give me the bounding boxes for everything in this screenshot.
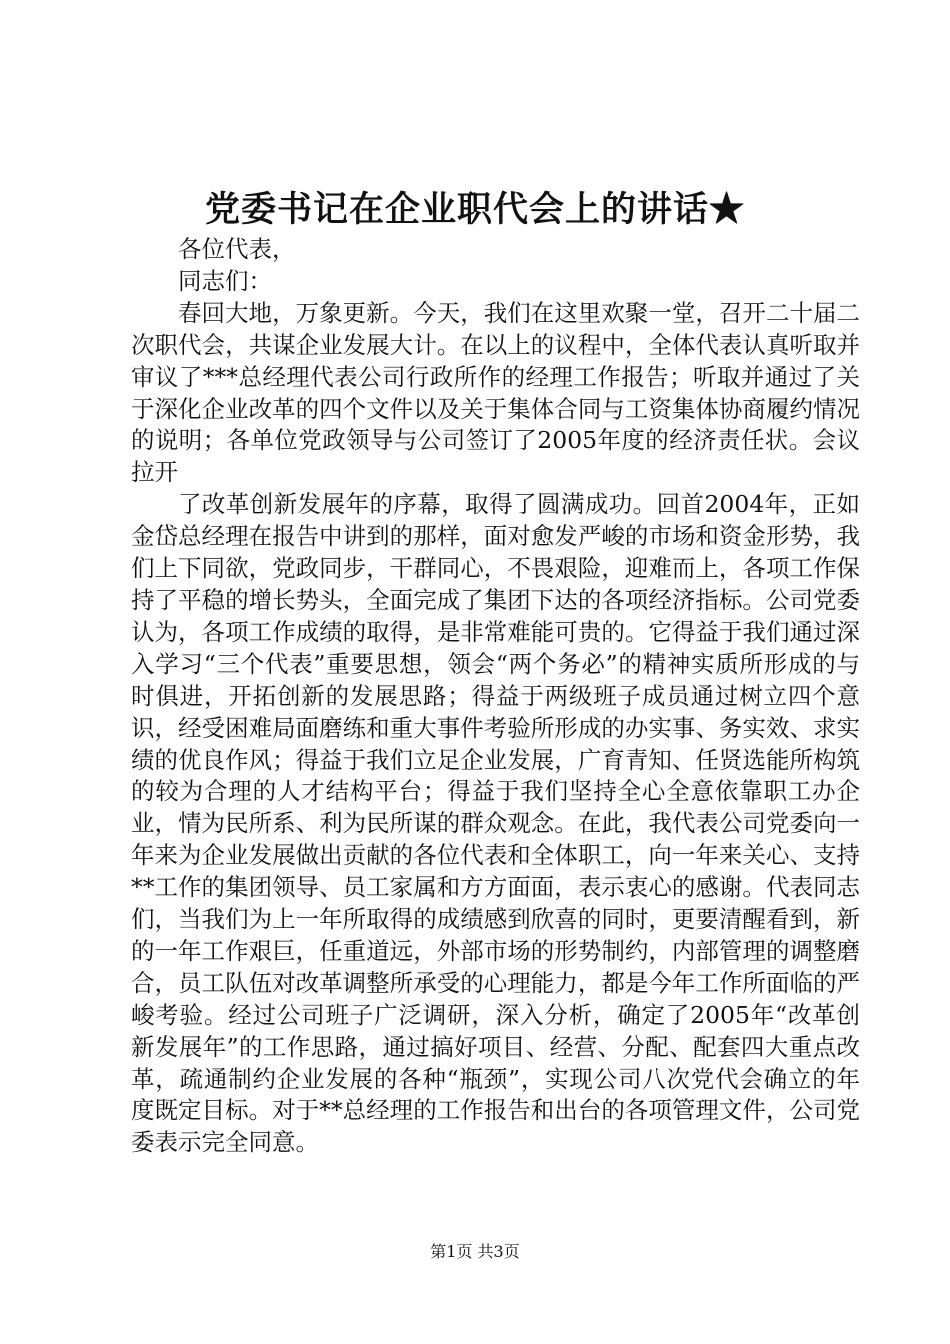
paragraph-review: 了改革创新发展年的序幕，取得了圆满成功。回首2004年，正如金岱总经理在报告中讲到的那样，面对愈发严峻的市场和资金形势，我们上下同欲，党政同步，干群同心，不畏艰险，迎难而上，各项工作保持了平稳的增长势头，全面完成了集团下达的各项经济指标。公司党委认为，各项工作成绩的取得，是非常难能可贵的。它得益于我们通过深入学习“三个代表”重要思想，领会“两个务必”的精神实质所形成的与时俱进，开拓创新的发展思路；得益于两级班子成员通过树立四个意识，经受困难局面磨练和重大事件考验所形成的办实事、务实效、求实绩的优良作风；得益于我们立足企业发展，广育青知、任贤选能所构筑的较为合理的人才结构平台；得益于我们坚持全心全意依靠职工办企业，情为民所系、利为民所谋的群众观念。在此，我代表公司党委向一年来为企业发展做出贡献的各位代表和全体职工，向一年来关心、支持**工作的集团领导、员工家属和方方面面，表示衷心的感谢。代表同志们，当我们为上一年所取得的成绩感到欣喜的同时，更要清醒看到，新的一年工作艰巨，任重道远，外部市场的形势制约，内部管理的调整磨合，员工队伍对改革调整所承受的心理能力，都是今年工作所面临的严峻考验。经过公司班子广泛调研，深入分析，确定了2005年“改革创新发展年”的工作思路，通过搞好项目、经营、分配、配套四大重点改革，疏通制约企业发展的各种“瓶颈”，实现公司八次党代会确立的年度既定目标。对于**总经理的工作报告和出台的各项管理文件，公司党委表示完全同意。 <box>131 490 860 1157</box>
document-body <box>131 234 860 1159</box>
salutation-delegates: 各位代表， <box>178 235 296 263</box>
salutation-comrades: 同志们： <box>178 266 272 295</box>
page-number-footer: 第1页 共3页 <box>430 1242 520 1261</box>
document-title: 党委书记在企业职代会上的讲话★ <box>204 189 745 230</box>
paragraph-opening: 春回大地，万象更新。今天，我们在这里欢聚一堂，召开二十届二次职代会，共谋企业发展大计。在以上的议程中，全体代表认真听取并审议了***总经理代表公司行政所作的经理工作报告；听取并通过了关于深化企业改革的四个文件以及关于集体合同与工资集体协商履约情况的说明；各单位党政领导与公司签订了2005年度的经济责任状。会议拉开 <box>131 298 860 487</box>
